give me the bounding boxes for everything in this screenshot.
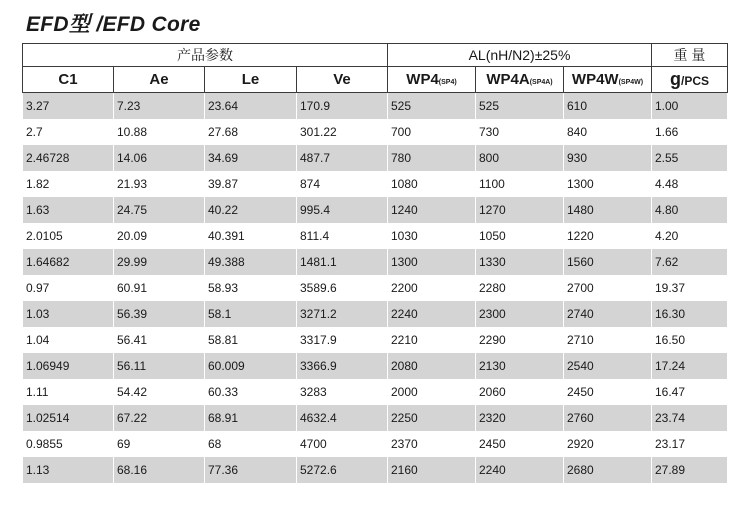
table-row [23,405,728,431]
cell-ve: 874 [297,171,388,197]
cell-ve: 3271.2 [297,301,388,327]
cell-le: 60.33 [205,379,297,405]
cell-wp4a: 525 [476,93,564,120]
table-row [23,93,728,120]
cell-wp4: 2080 [388,353,476,379]
cell-wp4: 1030 [388,223,476,249]
cell-wp4a: 1330 [476,249,564,275]
cell-weight: 16.30 [652,301,728,327]
cell-weight: 1.00 [652,93,728,120]
cell-c1: 1.13 [23,457,114,483]
cell-ae: 14.06 [114,145,205,171]
cell-wp4a: 2130 [476,353,564,379]
cell-wp4: 525 [388,93,476,120]
header-product-params: 产品参数 [23,44,388,67]
cell-wp4w: 2740 [564,301,652,327]
cell-ae: 10.88 [114,119,205,145]
cell-wp4w: 2540 [564,353,652,379]
cell-ae: 60.91 [114,275,205,301]
wp4-sub: (SP4) [438,79,457,86]
cell-wp4: 780 [388,145,476,171]
cell-weight: 16.50 [652,327,728,353]
cell-wp4: 2240 [388,301,476,327]
cell-c1: 2.0105 [23,223,114,249]
col-header-c1: C1 [23,67,114,93]
cell-wp4a: 800 [476,145,564,171]
cell-wp4w: 1560 [564,249,652,275]
cell-wp4: 2200 [388,275,476,301]
cell-wp4w: 2710 [564,327,652,353]
cell-c1: 1.82 [23,171,114,197]
cell-wp4a: 2320 [476,405,564,431]
cell-weight: 16.47 [652,379,728,405]
table-row [23,379,728,405]
cell-le: 68.91 [205,405,297,431]
cell-wp4w: 1300 [564,171,652,197]
cell-ae: 21.93 [114,171,205,197]
cell-c1: 1.63 [23,197,114,223]
col-header-ve: Ve [297,67,388,93]
cell-le: 27.68 [205,119,297,145]
cell-wp4a: 1270 [476,197,564,223]
cell-c1: 3.27 [23,93,114,120]
cell-ve: 5272.6 [297,457,388,483]
table-row [23,249,728,275]
cell-c1: 1.04 [23,327,114,353]
table-row [23,431,728,457]
cell-le: 60.009 [205,353,297,379]
cell-wp4w: 2920 [564,431,652,457]
cell-le: 49.388 [205,249,297,275]
cell-c1: 1.06949 [23,353,114,379]
col-header-ae: Ae [114,67,205,93]
cell-c1: 1.11 [23,379,114,405]
wp4a-label: WP4A [486,71,530,88]
cell-wp4a: 1100 [476,171,564,197]
wp4w-label: WP4W [571,71,619,88]
cell-weight: 2.55 [652,145,728,171]
cell-wp4a: 2240 [476,457,564,483]
cell-weight: 4.48 [652,171,728,197]
cell-le: 40.22 [205,197,297,223]
col-header-wp4 [388,67,476,93]
cell-ae: 56.41 [114,327,205,353]
cell-c1: 1.02514 [23,405,114,431]
header-weight: 重 量 [652,44,728,67]
table-row [23,327,728,353]
cell-wp4: 2250 [388,405,476,431]
cell-le: 68 [205,431,297,457]
col-header-wp4w [564,67,652,93]
cell-wp4: 1080 [388,171,476,197]
cell-wp4w: 1480 [564,197,652,223]
cell-wp4a: 1050 [476,223,564,249]
cell-ae: 7.23 [114,93,205,120]
cell-weight: 4.80 [652,197,728,223]
table-row [23,171,728,197]
cell-wp4a: 2280 [476,275,564,301]
cell-le: 58.81 [205,327,297,353]
cell-wp4: 2160 [388,457,476,483]
cell-ve: 1481.1 [297,249,388,275]
table-row [23,119,728,145]
cell-ae: 67.22 [114,405,205,431]
cell-ve: 995.4 [297,197,388,223]
cell-c1: 1.64682 [23,249,114,275]
cell-le: 34.69 [205,145,297,171]
cell-weight: 19.37 [652,275,728,301]
cell-weight: 23.17 [652,431,728,457]
wp4w-sub: (SP4W) [618,79,644,86]
cell-wp4w: 840 [564,119,652,145]
cell-ve: 301.22 [297,119,388,145]
cell-ae: 29.99 [114,249,205,275]
col-header-wp4a [476,67,564,93]
cell-le: 58.93 [205,275,297,301]
cell-wp4: 1240 [388,197,476,223]
cell-weight: 4.20 [652,223,728,249]
cell-wp4: 2210 [388,327,476,353]
cell-wp4: 2370 [388,431,476,457]
cell-weight: 1.66 [652,119,728,145]
cell-wp4a: 2300 [476,301,564,327]
cell-c1: 2.7 [23,119,114,145]
cell-wp4: 2000 [388,379,476,405]
cell-weight: 17.24 [652,353,728,379]
cell-c1: 0.97 [23,275,114,301]
cell-ae: 69 [114,431,205,457]
wp4a-sub: (SP4A) [529,79,553,86]
cell-wp4a: 2060 [476,379,564,405]
cell-c1: 2.46728 [23,145,114,171]
cell-ae: 54.42 [114,379,205,405]
cell-wp4: 700 [388,119,476,145]
cell-ve: 4700 [297,431,388,457]
cell-wp4w: 2700 [564,275,652,301]
cell-le: 23.64 [205,93,297,120]
cell-ae: 56.11 [114,353,205,379]
cell-c1: 0.9855 [23,431,114,457]
cell-le: 40.391 [205,223,297,249]
table-row [23,301,728,327]
cell-ve: 4632.4 [297,405,388,431]
cell-ve: 3589.6 [297,275,388,301]
table-row [23,223,728,249]
cell-ve: 3317.9 [297,327,388,353]
wp4-label: WP4 [406,71,439,88]
cell-ve: 3366.9 [297,353,388,379]
cell-ae: 24.75 [114,197,205,223]
cell-ve: 487.7 [297,145,388,171]
page-title: EFD型 /EFD Core [26,13,201,36]
table-row [23,275,728,301]
cell-wp4: 1300 [388,249,476,275]
cell-le: 39.87 [205,171,297,197]
col-header-le: Le [205,67,297,93]
cell-ve: 170.9 [297,93,388,120]
cell-wp4w: 610 [564,93,652,120]
cell-ve: 811.4 [297,223,388,249]
table-row [23,353,728,379]
table-row [23,457,728,483]
header-al: AL(nH/N2)±25% [388,44,652,67]
cell-wp4w: 930 [564,145,652,171]
cell-wp4a: 2450 [476,431,564,457]
cell-weight: 27.89 [652,457,728,483]
weight-unit: /PCS [680,74,709,88]
weight-g: g [669,69,681,89]
cell-weight: 23.74 [652,405,728,431]
cell-le: 77.36 [205,457,297,483]
cell-wp4a: 2290 [476,327,564,353]
cell-wp4a: 730 [476,119,564,145]
core-spec-table [22,43,728,483]
cell-c1: 1.03 [23,301,114,327]
cell-ve: 3283 [297,379,388,405]
table-row [23,145,728,171]
cell-wp4w: 1220 [564,223,652,249]
cell-ae: 20.09 [114,223,205,249]
cell-le: 58.1 [205,301,297,327]
col-header-weight-unit [652,67,728,93]
cell-wp4w: 2680 [564,457,652,483]
cell-ae: 56.39 [114,301,205,327]
table-row [23,197,728,223]
cell-wp4w: 2450 [564,379,652,405]
cell-wp4w: 2760 [564,405,652,431]
cell-ae: 68.16 [114,457,205,483]
cell-weight: 7.62 [652,249,728,275]
